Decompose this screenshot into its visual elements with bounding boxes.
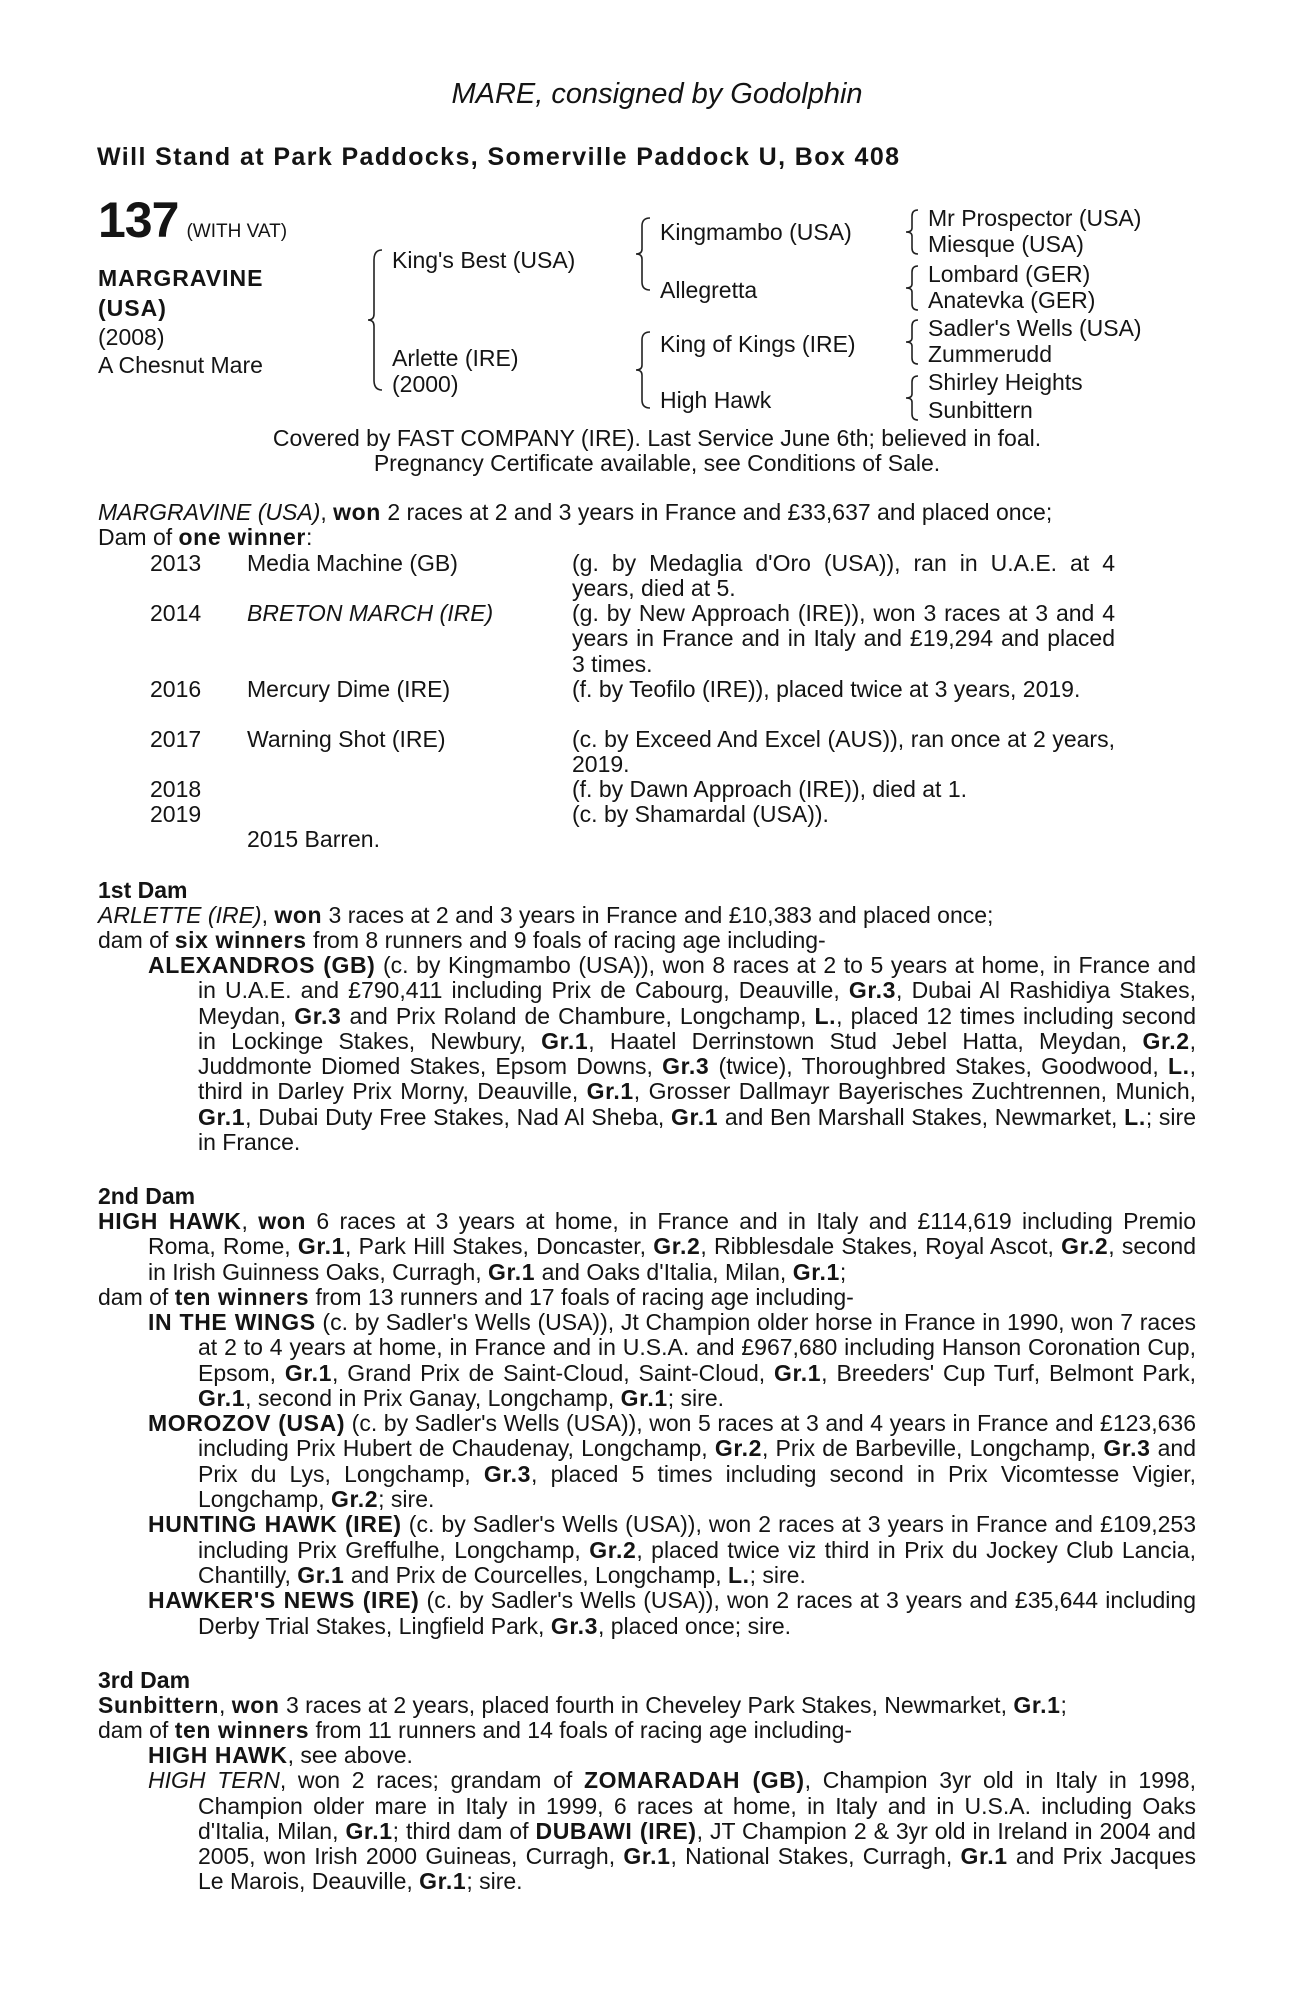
third-dam-summary: Sunbittern, won 3 races at 2 years, placed fourth in Cheveley Park Stakes, Newmarket, Gr.1; dam of ten winners from 11 runners and 14 foals of racing age including- (98, 1692, 1067, 1744)
progeny-name: HIGH TERN (148, 1767, 280, 1794)
pregnancy-line: Pregnancy Certificate available, see Conditions of Sale. (373, 450, 941, 476)
pedigree-dsd: Zummerudd (928, 341, 1052, 367)
progeny-list: 2013 Media Machine (GB) (g. by Medaglia d'Oro (USA)), ran in U.A.E. at 4 years, died at 5. 2014 BRETON MARCH (IRE) (g. by New Approach (IRE)), won 3 races at 3 and 4 years in France and in Italy and £19,294 and placed 3 times. 2016 Mercury Dime (IRE) (f. by Teofilo (IRE)), placed twice at 3 years, 2019. 2017 Warning Shot (IRE) (c. by Exceed And Excel (AUS)), ran once at 2 years, 2019. 2018 (f. by Dawn Approach (IRE)), died at 1. 2019 (c. by Shamardal (USA)). 2015 Barren. (150, 550, 1115, 852)
lot-header (98, 192, 288, 248)
pedigree-dam-year: (2000) (392, 371, 459, 397)
second-dam-heading: 2nd Dam (98, 1183, 196, 1209)
covering-line: Covered by FAST COMPANY (IRE). Last Service June 6th; believed in foal. (272, 425, 1042, 451)
pedigree-dds: Shirley Heights (928, 369, 1083, 395)
pedigree-dss: Sadler's Wells (USA) (928, 315, 1142, 341)
second-dam-name: HIGH HAWK (98, 1208, 242, 1234)
pedigree-ddd: Sunbittern (928, 397, 1033, 423)
pedigree-bracket-ss (906, 208, 922, 258)
alexandros-entry: ALEXANDROS (GB) (c. by Kingmambo (USA)), won 8 races at 2 to 5 years at home, in France and in U.A.E. and £790,411 including Prix de Cabourg, Deauville, Gr.3, Dubai Al Rashidiya Stakes, Meydan, Gr.3 and Prix Roland de Chambure, Longchamp, L., placed 12 times including second in Lockinge Stakes, Newbury, Gr.1, Haatel Derrinstown Stud Jebel Hatta, Meydan, Gr.2, Juddmonte Diomed Stakes, Epsom Downs, Gr.3 (twice), Thoroughbred Stakes, Goodwood, L., third in Darley Prix Morny, Deauville, Gr.1, Grosser Dallmayr Bayerisches Zuchtrennen, Munich, Gr.1, Dubai Duty Free Stakes, Nad Al Sheba, Gr.1 and Ben Marshall Stakes, Newmarket, L.; sire in France. (148, 952, 1197, 1156)
pedigree-sds: Lombard (GER) (928, 261, 1091, 287)
pedigree-sd: Allegretta (660, 277, 758, 303)
winners-count: ten winners (174, 1717, 310, 1744)
pedigree-bracket-sire (636, 216, 656, 294)
pedigree-ds: King of Kings (IRE) (660, 331, 856, 357)
high-tern-entry: HIGH TERN, won 2 races; grandam of ZOMARADAH (GB), Champion 3yr old in Italy in 1998, Champion older mare in Italy in 1999, 6 races at home, in Italy and in U.S.A. including Oaks d'Italia, Milan, Gr.1; third dam of DUBAWI (IRE), JT Champion 2 & 3yr old in Ireland in 2004 and 2005, won Irish 2000 Guineas, Curragh, Gr.1, National Stakes, Curragh, Gr.1 and Prix Jacques Le Marois, Deauville, Gr.1; sire. (148, 1767, 1197, 1895)
pedigree-ssd: Miesque (USA) (928, 231, 1084, 257)
high-hawk-ref: HIGH HAWK, see above. (148, 1742, 413, 1768)
mare-summary: MARGRAVINE (USA), won 2 races at 2 and 3 years in France and £33,637 and placed once; Dam of one winner: (98, 499, 1053, 551)
morozov-entry: MOROZOV (USA) (c. by Sadler's Wells (USA)), won 5 races at 3 and 4 years in France and £123,636 including Prix Hubert de Chaudenay, Longchamp, Gr.2, Prix de Barbeville, Longchamp, Gr.3 and Prix du Lys, Longchamp, Gr.3, placed 5 times including second in Prix Vicomtesse Vigier, Longchamp, Gr.2; sire. (148, 1410, 1197, 1513)
progeny-name: HIGH HAWK (148, 1742, 288, 1768)
progeny-name: IN THE WINGS (148, 1309, 316, 1335)
pedigree-bracket-ds (906, 318, 922, 368)
pedigree-bracket-dam (636, 330, 656, 412)
pedigree-sire: King's Best (USA) (392, 247, 576, 273)
pedigree-sdd: Anatevka (GER) (928, 287, 1096, 313)
progeny-name: HUNTING HAWK (IRE) (148, 1511, 402, 1538)
barren-note: 2015 Barren. (247, 826, 380, 852)
winners-count: six winners (174, 927, 307, 954)
progeny-name: MOROZOV (USA) (148, 1410, 346, 1437)
first-dam-name: ARLETTE (IRE) (98, 902, 262, 928)
third-dam-name: Sunbittern (98, 1692, 219, 1718)
third-dam-heading: 3rd Dam (98, 1667, 191, 1693)
pedigree-ss: Kingmambo (USA) (660, 219, 852, 245)
horse-info (98, 323, 263, 379)
pedigree-dd: High Hawk (660, 387, 772, 413)
won-label: won (333, 499, 381, 525)
stand-location: Will Stand at Park Paddocks, Somerville Paddock U, Box 408 (97, 143, 901, 171)
horse-year: (2008) (98, 324, 165, 350)
pedigree-bracket-main (368, 248, 388, 393)
mare-name: MARGRAVINE (USA) (98, 499, 321, 525)
progeny-name: HAWKER'S NEWS (IRE) (148, 1587, 420, 1614)
pedigree-bracket-dd (906, 374, 922, 424)
winners-count: ten winners (174, 1283, 310, 1310)
second-dam-progeny (148, 1310, 1196, 1639)
pedigree-sss: Mr Prospector (USA) (928, 205, 1142, 231)
hunting-hawk-entry: HUNTING HAWK (IRE) (c. by Sadler's Wells (USA)), won 2 races at 3 years in France and £109,253 including Prix Greffulhe, Longchamp, Gr.2, placed twice viz third in Prix du Jockey Club Lancia, Chantilly, Gr.1 and Prix de Courcelles, Longchamp, L.; sire. (148, 1511, 1196, 1588)
lot-number: 137 (98, 192, 179, 248)
second-dam-summary: HIGH HAWK, won 6 races at 3 years at home, in France and in Italy and £114,619 including Premio Roma, Rome, Gr.1, Park Hill Stakes, Doncaster, Gr.2, Ribblesdale Stakes, Royal Ascot, Gr.2, second in Irish Guinness Oaks, Curragh, Gr.1 and Oaks d'Italia, Milan, Gr.1; dam of ten winners from 13 runners and 17 foals of racing age including- (98, 1208, 1197, 1310)
hawkers-news-entry: HAWKER'S NEWS (IRE) (c. by Sadler's Wells (USA)), won 2 races at 3 years and £35,644 including Derby Trial Stakes, Lingfield Park, Gr.3, placed once; sire. (148, 1587, 1196, 1639)
first-dam-summary: ARLETTE (IRE), won 3 races at 2 and 3 years in France and £10,383 and placed once; dam of six winners from 8 runners and 9 foals of racing age including- (98, 902, 994, 954)
first-dam-heading: 1st Dam (98, 877, 188, 903)
progeny-name: ALEXANDROS (GB) (148, 952, 376, 978)
third-dam-progeny (148, 1743, 1196, 1895)
horse-description: A Chesnut Mare (98, 352, 263, 378)
winners-count: one winner (178, 524, 306, 551)
pedigree-dam: Arlette (IRE) (392, 345, 519, 371)
in-the-wings-entry: IN THE WINGS (c. by Sadler's Wells (USA)), Jt Champion older horse in France in 1990, won 7 races at 2 to 4 years at home, in France and in U.S.A. and £967,680 including Hanson Coronation Cup, Epsom, Gr.1, Grand Prix de Saint-Cloud, Saint-Cloud, Gr.1, Breeders' Cup Turf, Belmont Park, Gr.1, second in Prix Ganay, Longchamp, Gr.1; sire. (148, 1309, 1196, 1411)
pedigree-bracket-sd (906, 264, 922, 314)
consignment-title: MARE, consigned by Godolphin (451, 78, 863, 110)
horse-name: MARGRAVINE (USA) (98, 265, 264, 321)
vat-note: (WITH VAT) (186, 221, 288, 242)
